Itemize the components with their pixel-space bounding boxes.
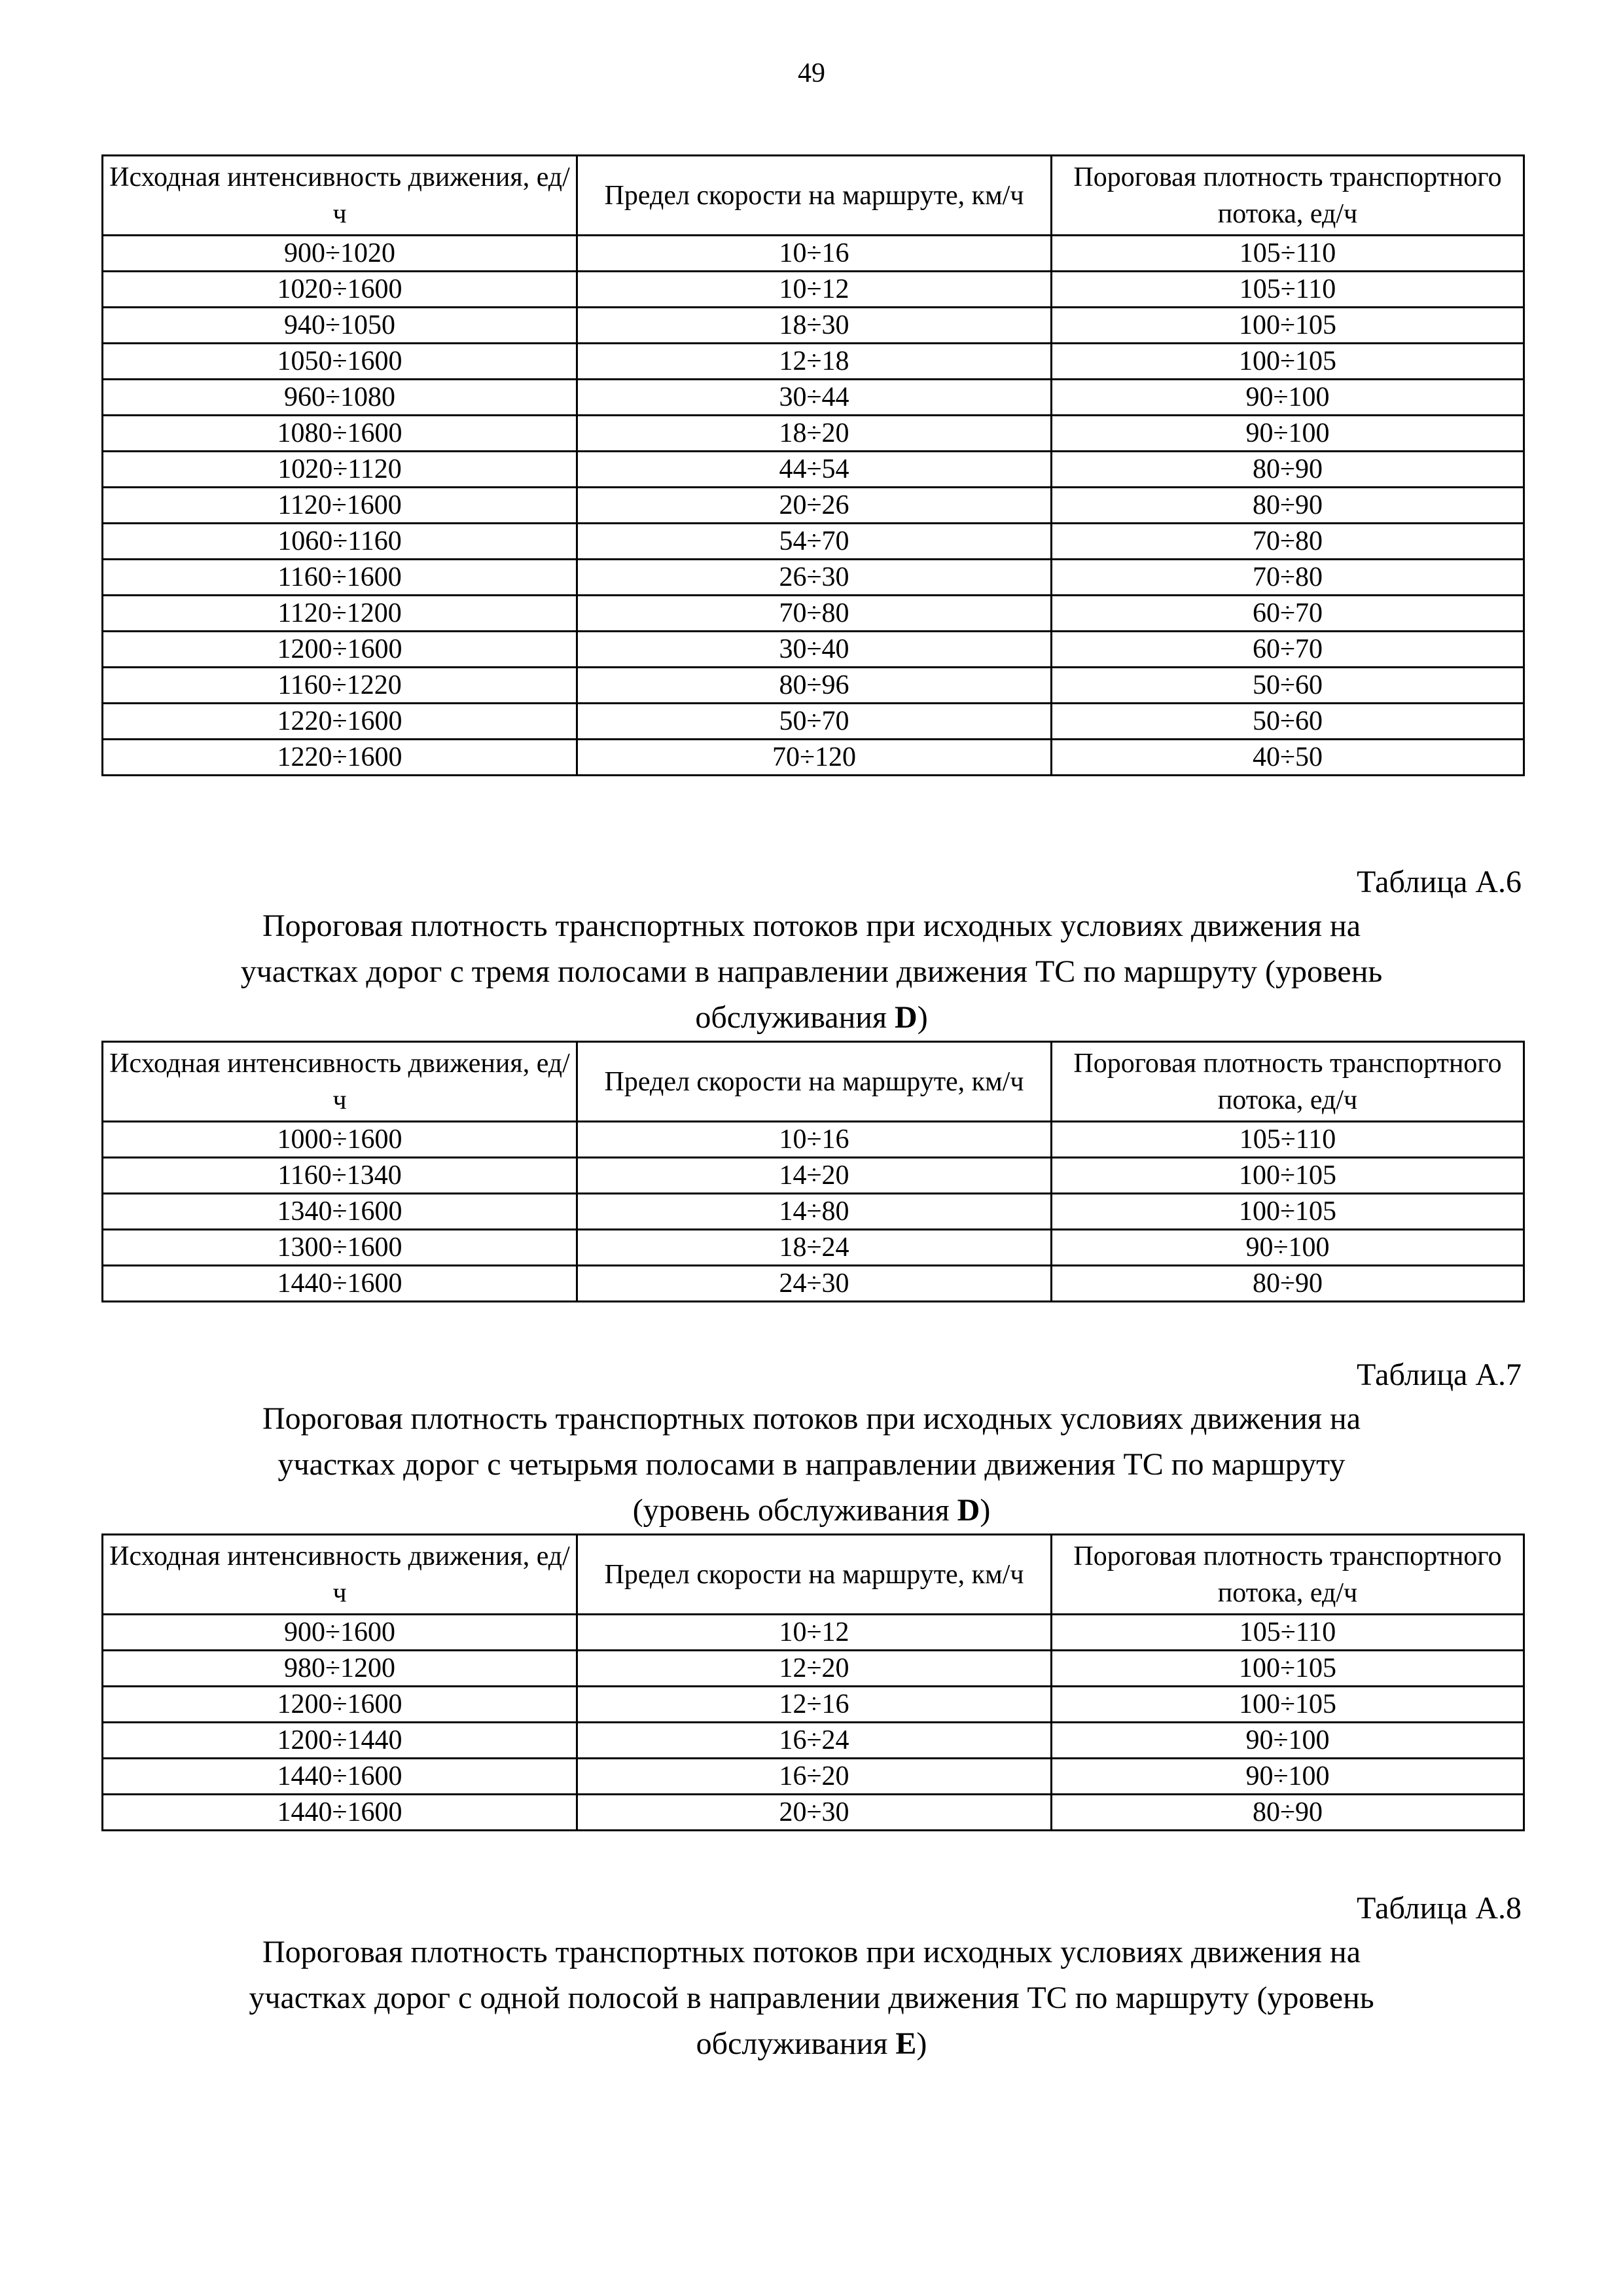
cell-speed-limit: 16÷24 [577,1723,1052,1759]
cell-intensity: 1200÷1600 [103,1687,577,1723]
table-continued-body [103,156,1524,776]
cell-speed-limit: 14÷20 [577,1158,1052,1194]
cell-speed-limit: 44÷54 [577,452,1052,488]
header-speed-limit: Предел скорости на маршруте, км/ч [577,1042,1052,1122]
cell-speed-limit: 10÷16 [577,236,1052,272]
cell-intensity: 1020÷1120 [103,452,577,488]
cell-intensity: 1200÷1440 [103,1723,577,1759]
cell-threshold-density: 100÷105 [1052,1194,1524,1230]
table-row [103,272,1524,308]
cell-speed-limit: 50÷70 [577,704,1052,740]
cell-threshold-density: 90÷100 [1052,1723,1524,1759]
table-a6-title [101,903,1522,1041]
header-intensity: Исходная интенсивность движения, ед/ч [103,156,577,236]
table-row [103,704,1524,740]
cell-threshold-density: 105÷110 [1052,1615,1524,1651]
table-row [103,1122,1524,1158]
cell-intensity: 980÷1200 [103,1651,577,1687]
cell-intensity: 1120÷1200 [103,596,577,632]
cell-speed-limit: 12÷18 [577,344,1052,380]
cell-threshold-density: 100÷105 [1052,1158,1524,1194]
cell-intensity: 1080÷1600 [103,416,577,452]
table-a6-block [101,861,1522,1302]
table-row [103,452,1524,488]
table-a6-title-line: Пороговая плотность транспортных потоков при исходных условиях движения на [262,908,1361,943]
cell-speed-limit: 30÷44 [577,380,1052,416]
table-a6 [101,1041,1525,1302]
table-a8-title-line: участках дорог с одной полосой в направлении движения ТС по маршруту (уровень [249,1981,1374,2015]
header-threshold-density: Пороговая плотность транспортного потока, ед/ч [1052,1535,1524,1615]
table-a8-title [101,1929,1522,2067]
table-a8-title-suffix: ) [916,2026,927,2061]
cell-speed-limit: 12÷16 [577,1687,1052,1723]
cell-threshold-density: 80÷90 [1052,1266,1524,1302]
cell-intensity: 1300÷1600 [103,1230,577,1266]
cell-speed-limit: 12÷20 [577,1651,1052,1687]
cell-threshold-density: 80÷90 [1052,488,1524,524]
table-a7-title-line: Пороговая плотность транспортных потоков при исходных условиях движения на [262,1401,1361,1436]
cell-speed-limit: 54÷70 [577,524,1052,560]
table-a6-body [103,1042,1524,1302]
table-a7-title-suffix: ) [980,1493,991,1528]
cell-threshold-density: 100÷105 [1052,344,1524,380]
table-a8-service-level: E [895,2026,917,2061]
header-intensity: Исходная интенсивность движения, ед/ч [103,1535,577,1615]
table-a6-label: Таблица А.6 [1357,865,1522,899]
table-row [103,236,1524,272]
cell-intensity: 900÷1600 [103,1615,577,1651]
cell-intensity: 900÷1020 [103,236,577,272]
cell-intensity: 1440÷1600 [103,1266,577,1302]
table-a7-title [101,1396,1522,1534]
cell-threshold-density: 90÷100 [1052,416,1524,452]
cell-threshold-density: 40÷50 [1052,740,1524,776]
table-a7-label: Таблица А.7 [1357,1357,1522,1392]
table-a7-title-line [101,1488,1522,1534]
table-row [103,1615,1524,1651]
table-row [103,344,1524,380]
cell-threshold-density: 100÷105 [1052,308,1524,344]
cell-threshold-density: 50÷60 [1052,668,1524,704]
table-row [103,596,1524,632]
cell-intensity: 1220÷1600 [103,704,577,740]
header-intensity: Исходная интенсивность движения, ед/ч [103,1042,577,1122]
table-row [103,524,1524,560]
cell-speed-limit: 70÷120 [577,740,1052,776]
table-a6-title-line: участках дорог с тремя полосами в направлении движения ТС по маршруту (уровень [240,954,1383,989]
table-a7-body [103,1535,1524,1831]
table-row [103,1194,1524,1230]
header-threshold-density: Пороговая плотность транспортного потока, ед/ч [1052,1042,1524,1122]
cell-intensity: 1120÷1600 [103,488,577,524]
table-a6-title-prefix: обслуживания [695,1000,895,1035]
table-a7-title-line: участках дорог с четырьмя полосами в направлении движения ТС по маршруту [277,1447,1346,1482]
cell-threshold-density: 60÷70 [1052,596,1524,632]
table-a7 [101,1534,1525,1831]
table-row [103,416,1524,452]
header-speed-limit: Предел скорости на маршруте, км/ч [577,1535,1052,1615]
cell-threshold-density: 105÷110 [1052,272,1524,308]
cell-intensity: 1050÷1600 [103,344,577,380]
table-a8-block [101,1888,1522,2067]
cell-intensity: 1440÷1600 [103,1759,577,1795]
cell-intensity: 1220÷1600 [103,740,577,776]
cell-intensity: 960÷1080 [103,380,577,416]
table-row [103,380,1524,416]
table-row [103,1723,1524,1759]
cell-speed-limit: 18÷30 [577,308,1052,344]
cell-intensity: 1000÷1600 [103,1122,577,1158]
table-a8-label: Таблица А.8 [1357,1891,1522,1926]
cell-threshold-density: 50÷60 [1052,704,1524,740]
table-continued-block [101,154,1522,776]
cell-intensity: 1160÷1600 [103,560,577,596]
cell-speed-limit: 16÷20 [577,1759,1052,1795]
cell-threshold-density: 60÷70 [1052,632,1524,668]
table-row [103,308,1524,344]
cell-threshold-density: 80÷90 [1052,452,1524,488]
table-row [103,1795,1524,1831]
cell-threshold-density: 105÷110 [1052,236,1524,272]
cell-speed-limit: 18÷20 [577,416,1052,452]
cell-threshold-density: 90÷100 [1052,1759,1524,1795]
cell-threshold-density: 70÷80 [1052,524,1524,560]
header-speed-limit: Предел скорости на маршруте, км/ч [577,156,1052,236]
table-header-row [103,1042,1524,1122]
table-a7-title-prefix: (уровень обслуживания [632,1493,957,1528]
table-row [103,1759,1524,1795]
table-row [103,1266,1524,1302]
table-row [103,560,1524,596]
table-row [103,632,1524,668]
table-header-row [103,156,1524,236]
cell-speed-limit: 20÷26 [577,488,1052,524]
cell-threshold-density: 100÷105 [1052,1687,1524,1723]
table-a8-title-prefix: обслуживания [696,2026,896,2061]
table-row [103,1651,1524,1687]
cell-speed-limit: 26÷30 [577,560,1052,596]
header-threshold-density: Пороговая плотность транспортного потока, ед/ч [1052,156,1524,236]
cell-intensity: 1340÷1600 [103,1194,577,1230]
cell-speed-limit: 10÷12 [577,1615,1052,1651]
cell-threshold-density: 80÷90 [1052,1795,1524,1831]
page-number: 49 [798,58,825,88]
cell-speed-limit: 14÷80 [577,1194,1052,1230]
cell-intensity: 940÷1050 [103,308,577,344]
cell-threshold-density: 70÷80 [1052,560,1524,596]
table-a6-service-level: D [895,1000,918,1035]
cell-threshold-density: 90÷100 [1052,380,1524,416]
cell-speed-limit: 20÷30 [577,1795,1052,1831]
cell-intensity: 1200÷1600 [103,632,577,668]
cell-speed-limit: 10÷12 [577,272,1052,308]
table-a7-block [101,1354,1522,1831]
table-a7-service-level: D [957,1493,980,1528]
cell-intensity: 1440÷1600 [103,1795,577,1831]
cell-threshold-density: 100÷105 [1052,1651,1524,1687]
cell-speed-limit: 24÷30 [577,1266,1052,1302]
table-header-row [103,1535,1524,1615]
table-continued [101,154,1525,776]
cell-speed-limit: 30÷40 [577,632,1052,668]
cell-intensity: 1160÷1220 [103,668,577,704]
cell-speed-limit: 80÷96 [577,668,1052,704]
table-a6-title-line [101,995,1522,1041]
cell-speed-limit: 18÷24 [577,1230,1052,1266]
cell-threshold-density: 90÷100 [1052,1230,1524,1266]
table-row [103,1158,1524,1194]
cell-speed-limit: 10÷16 [577,1122,1052,1158]
table-row [103,488,1524,524]
cell-intensity: 1160÷1340 [103,1158,577,1194]
cell-intensity: 1060÷1160 [103,524,577,560]
table-a8-title-line [101,2021,1522,2067]
table-row [103,740,1524,776]
cell-threshold-density: 105÷110 [1052,1122,1524,1158]
cell-intensity: 1020÷1600 [103,272,577,308]
cell-speed-limit: 70÷80 [577,596,1052,632]
table-a8-title-line: Пороговая плотность транспортных потоков при исходных условиях движения на [262,1935,1361,1969]
table-a6-title-suffix: ) [917,1000,928,1035]
table-row [103,668,1524,704]
table-row [103,1230,1524,1266]
table-row [103,1687,1524,1723]
